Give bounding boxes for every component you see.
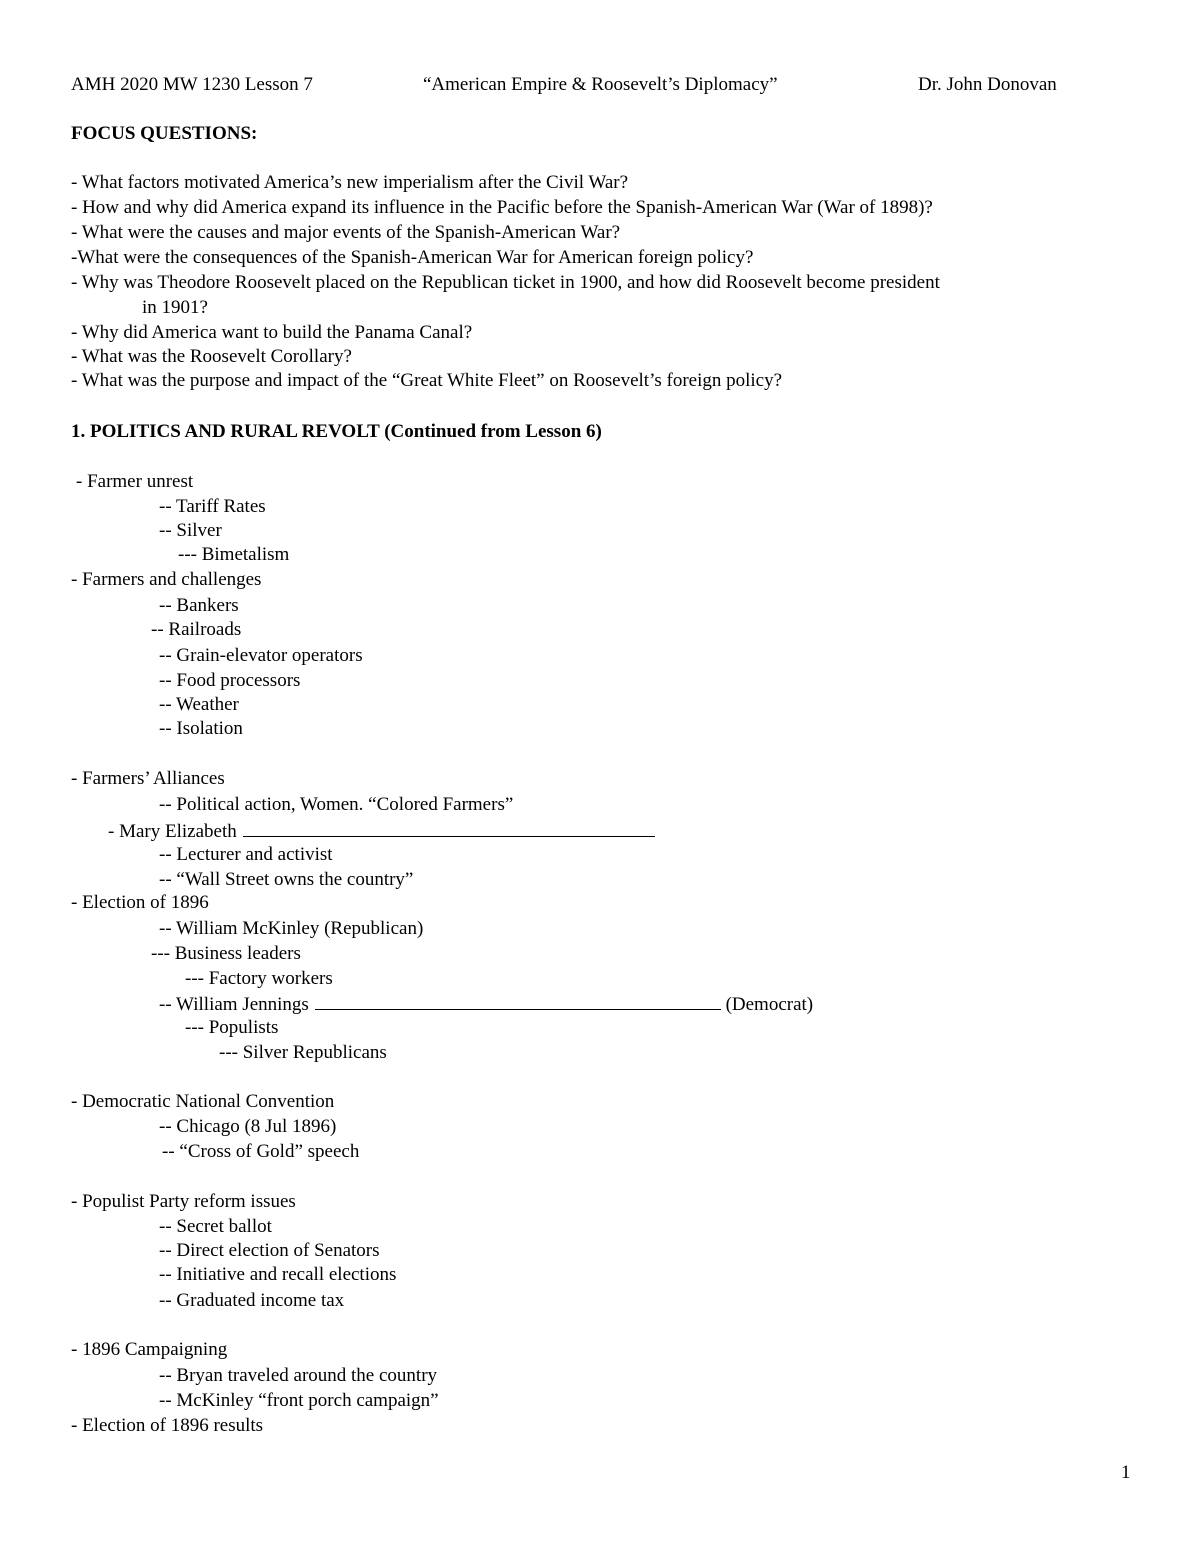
outline-subsubitem: --- Silver Republicans — [219, 1042, 387, 1063]
outline-subitem: -- Food processors — [159, 670, 301, 691]
outline-item: - Election of 1896 — [71, 892, 209, 913]
mary-elizabeth-label: - Mary Elizabeth — [108, 821, 237, 842]
focus-question: - What was the Roosevelt Corollary? — [71, 346, 352, 367]
outline-item — [108, 818, 655, 844]
outline-subitem: -- Lecturer and activist — [159, 844, 333, 865]
outline-subitem: -- “Cross of Gold” speech — [162, 1141, 360, 1162]
party-label: (Democrat) — [725, 994, 814, 1015]
course-code: AMH 2020 MW 1230 Lesson 7 — [71, 74, 313, 95]
outline-subitem: -- Railroads — [151, 619, 242, 640]
outline-subitem: -- Silver — [159, 520, 222, 541]
instructor-name: Dr. John Donovan — [918, 74, 1057, 95]
outline-subitem: -- Weather — [159, 694, 239, 715]
focus-question-continuation: in 1901? — [142, 297, 208, 318]
lesson-title: “American Empire & Roosevelt’s Diplomacy” — [423, 74, 778, 95]
focus-question: - Why did America want to build the Panama Canal? — [71, 322, 473, 343]
outline-subitem: -- Bankers — [159, 595, 239, 616]
outline-subsubitem: --- Bimetalism — [178, 544, 290, 565]
outline-subitem: -- McKinley “front porch campaign” — [159, 1390, 439, 1411]
outline-item: - Democratic National Convention — [71, 1091, 335, 1112]
section-heading: 1. POLITICS AND RURAL REVOLT (Continued from Lesson 6) — [71, 421, 602, 442]
outline-subitem: -- Graduated income tax — [159, 1290, 345, 1311]
outline-subitem: -- Direct election of Senators — [159, 1240, 380, 1261]
focus-question: - Why was Theodore Roosevelt placed on the Republican ticket in 1900, and how did Roosevelt become president — [71, 272, 940, 293]
page-number: 1 — [1121, 1462, 1131, 1483]
outline-subsubitem: --- Business leaders — [151, 943, 301, 964]
outline-subitem: -- William McKinley (Republican) — [159, 918, 424, 939]
outline-subitem — [159, 991, 813, 1017]
outline-subsubitem: --- Factory workers — [185, 968, 333, 989]
outline-subitem: -- Isolation — [159, 718, 243, 739]
focus-question: - What were the causes and major events of the Spanish-American War? — [71, 222, 621, 243]
outline-subitem: -- Bryan traveled around the country — [159, 1365, 438, 1386]
outline-subitem: -- Tariff Rates — [159, 496, 266, 517]
outline-subsubitem: --- Populists — [185, 1017, 279, 1038]
outline-item: - 1896 Campaigning — [71, 1339, 228, 1360]
outline-subitem: -- Initiative and recall elections — [159, 1264, 397, 1285]
focus-question: - How and why did America expand its influence in the Pacific before the Spanish-American War (War of 1898)? — [71, 197, 933, 218]
page-header — [0, 74, 1200, 98]
fill-in-blank[interactable] — [315, 991, 721, 1010]
outline-subitem: -- Political action, Women. “Colored Farmers” — [159, 794, 514, 815]
outline-subitem: -- Secret ballot — [159, 1216, 272, 1237]
william-jennings-label: -- William Jennings — [159, 994, 309, 1015]
outline-item: - Election of 1896 results — [71, 1415, 264, 1436]
focus-questions-heading: FOCUS QUESTIONS: — [71, 123, 258, 144]
outline-item: - Farmers and challenges — [71, 569, 262, 590]
focus-question: - What factors motivated America’s new imperialism after the Civil War? — [71, 172, 629, 193]
outline-item: - Farmers’ Alliances — [71, 768, 225, 789]
outline-subitem: -- Chicago (8 Jul 1896) — [159, 1116, 337, 1137]
focus-question: - What was the purpose and impact of the “Great White Fleet” on Roosevelt’s foreign policy? — [71, 370, 783, 391]
outline-item: - Farmer unrest — [76, 471, 194, 492]
outline-item: - Populist Party reform issues — [71, 1191, 296, 1212]
fill-in-blank[interactable] — [243, 818, 655, 837]
focus-question: -What were the consequences of the Spanish-American War for American foreign policy? — [71, 247, 754, 268]
outline-subitem: -- Grain-elevator operators — [159, 645, 363, 666]
outline-subitem: -- “Wall Street owns the country” — [159, 869, 414, 890]
